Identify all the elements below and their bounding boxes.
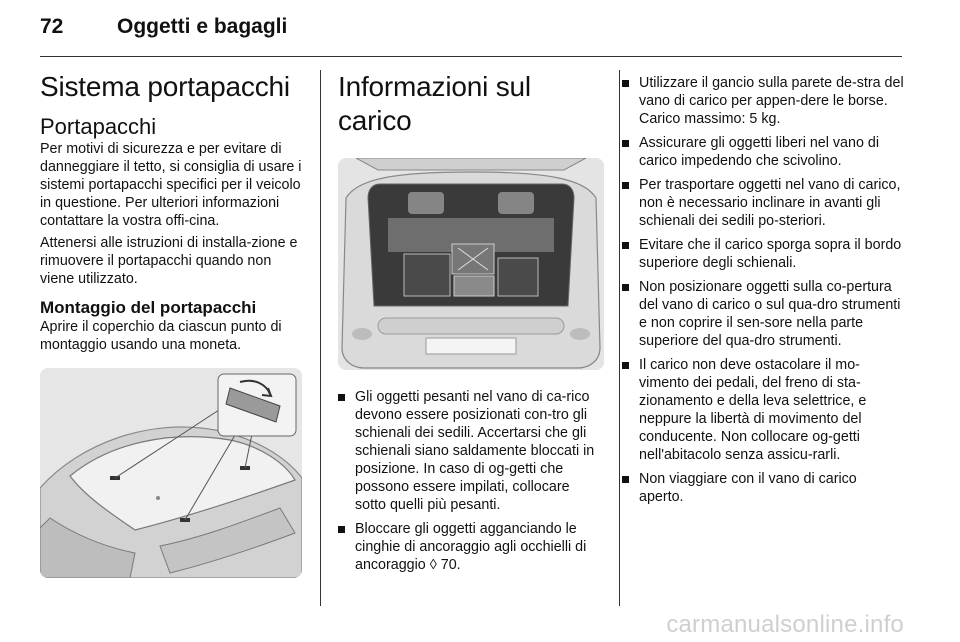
car-roof-mounting-icon — [40, 368, 302, 578]
bullet-square-icon — [622, 140, 629, 147]
list-item: Bloccare gli oggetti agganciando le cinghie di ancoraggio agli occhielli di ancoraggio ◊ 70. — [338, 520, 604, 574]
load-bullets-middle — [338, 388, 604, 574]
header-rule — [40, 56, 902, 57]
column-divider-left — [320, 70, 321, 606]
cargo-area-illustration — [338, 158, 604, 370]
installation-paragraph: Attenersi alle istruzioni di installa-zione e rimuovere il portapacchi quando non viene utilizzato. — [40, 235, 298, 287]
page-number: 72 — [40, 15, 64, 38]
bullet-square-icon — [622, 362, 629, 369]
car-trunk-loaded-icon — [338, 158, 604, 370]
list-item: Gli oggetti pesanti nel vano di ca-rico devono essere posizionati con-tro gli schienali dei sedili. Accertarsi che gli schienali siano saldamente bloccati in posizione. In caso di og-getti che possono essere impilati, collocare sotto quelli più pesanti. — [338, 388, 604, 514]
watermark: carmanualsonline.info — [666, 611, 904, 638]
list-item: Utilizzare il gancio sulla parete de-stra del vano di carico per appen-dere le borse. Carico massimo: 5 kg. — [622, 74, 904, 128]
bullet-square-icon — [622, 80, 629, 87]
right-column — [622, 74, 904, 512]
column-divider-right — [619, 70, 620, 606]
bullet-square-icon — [622, 242, 629, 249]
list-item: Assicurare gli oggetti liberi nel vano di carico impedendo che scivolino. — [622, 134, 904, 170]
list-item: Evitare che il carico sporga sopra il bordo superiore degli schienali. — [622, 236, 904, 272]
section-title-roof-rack-system: Sistema portapacchi — [40, 71, 290, 102]
mounting-title: Montaggio del portapacchi — [40, 298, 257, 317]
list-item: Il carico non deve ostacolare il mo-vimento dei pedali, del freno di sta-zionamento e della leva selettrice, e neppure la libertà di movimento del conducente. Non collocare og-getti nell'abitacolo senza assicu-rarli. — [622, 356, 904, 464]
chapter-title: Oggetti e bagagli — [117, 15, 288, 38]
bullet-square-icon — [622, 182, 629, 189]
mounting-paragraph: Aprire il coperchio da ciascun punto di montaggio usando una moneta. — [40, 319, 282, 353]
load-bullets-right — [622, 74, 904, 506]
left-column — [40, 70, 304, 578]
middle-column — [338, 70, 604, 580]
roof-rack-paragraph: Per motivi di sicurezza e per evitare di danneggiare il tetto, si consiglia di usare i sistemi portapacchi specifici per il veicolo in questione. Per ulteriori informazioni contattare la vostra offi-cina. — [40, 141, 302, 229]
list-item: Per trasportare oggetti nel vano di carico, non è necessario inclinare in avanti gli schienali dei sedili po-steriori. — [622, 176, 904, 230]
subsection-title-roof-rack: Portapacchi — [40, 114, 157, 139]
bullet-square-icon — [622, 284, 629, 291]
bullet-square-icon — [622, 476, 629, 483]
list-item: Non viaggiare con il vano di carico aperto. — [622, 470, 904, 506]
bullet-square-icon — [338, 394, 345, 401]
section-title-load-information: Informazioni sul carico — [338, 71, 531, 136]
list-item: Non posizionare oggetti sulla co-pertura del vano di carico o sul qua-dro strumenti e non coprire il sen-sore nella parte superiore del qua-dro strumenti. — [622, 278, 904, 350]
roof-rack-illustration — [40, 368, 302, 578]
bullet-square-icon — [338, 526, 345, 533]
